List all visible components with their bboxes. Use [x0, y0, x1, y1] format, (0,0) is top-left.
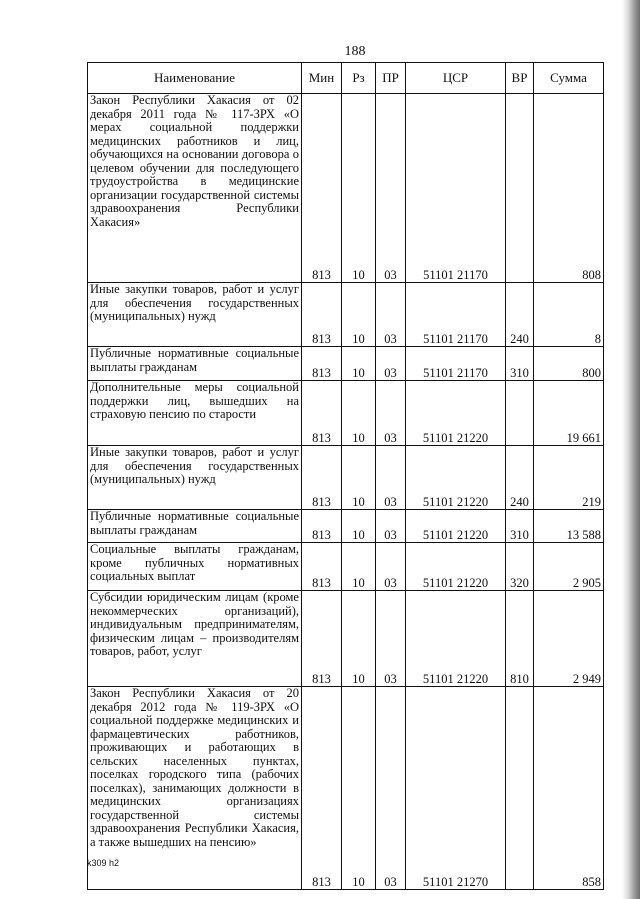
- row-sum: 19 661: [534, 381, 604, 446]
- row-rz: 10: [342, 543, 376, 591]
- row-sum: 800: [534, 347, 604, 381]
- table-row: [88, 446, 604, 510]
- row-csr: 51101 21170: [406, 94, 506, 283]
- row-min: 813: [302, 94, 342, 283]
- table-row: [88, 94, 604, 283]
- row-sum: 8: [534, 283, 604, 347]
- table-row: [88, 283, 604, 347]
- header-min: Мин: [302, 63, 342, 94]
- table-row: [88, 591, 604, 687]
- row-vr: 310: [506, 510, 534, 543]
- row-pr: 03: [376, 347, 406, 381]
- row-pr: 03: [376, 510, 406, 543]
- row-min: 813: [302, 543, 342, 591]
- row-csr: 51101 21220: [406, 446, 506, 510]
- row-sum: 13 588: [534, 510, 604, 543]
- row-pr: 03: [376, 283, 406, 347]
- row-vr: 240: [506, 446, 534, 510]
- row-pr: 03: [376, 446, 406, 510]
- page-number: 188: [344, 44, 366, 59]
- row-rz: 10: [342, 347, 376, 381]
- row-name: Публичные нормативные социальные выплаты гражданам: [88, 347, 302, 381]
- row-rz: 10: [342, 687, 376, 890]
- header-vr: ВР: [506, 63, 534, 94]
- row-sum: 858: [534, 687, 604, 890]
- row-min: 813: [302, 591, 342, 687]
- row-rz: 10: [342, 591, 376, 687]
- table-header-row: [88, 63, 604, 94]
- row-name: Иные закупки товаров, работ и услуг для обеспечения государственных (муниципальных) нужд: [88, 283, 302, 347]
- row-min: 813: [302, 283, 342, 347]
- header-pr: ПР: [376, 63, 406, 94]
- row-min: 813: [302, 687, 342, 890]
- row-vr: [506, 94, 534, 283]
- row-csr: 51101 21220: [406, 381, 506, 446]
- row-name: Дополнительные меры социальной поддержки лиц, вышедших на страховую пенсию по старости: [88, 381, 302, 446]
- row-sum: 2 905: [534, 543, 604, 591]
- row-csr: 51101 21270: [406, 687, 506, 890]
- row-name: Субсидии юридическим лицам (кроме некоммерческих организаций), индивидуальным предпринимателям, физическим лицам – производителям товаров, работ, услуг: [88, 591, 302, 687]
- row-vr: [506, 381, 534, 446]
- row-rz: 10: [342, 381, 376, 446]
- row-name: Иные закупки товаров, работ и услуг для обеспечения государственных (муниципальных) нужд: [88, 446, 302, 510]
- row-vr: 810: [506, 591, 534, 687]
- row-csr: 51101 21220: [406, 591, 506, 687]
- table-row: [88, 687, 604, 890]
- row-pr: 03: [376, 381, 406, 446]
- row-csr: 51101 21220: [406, 510, 506, 543]
- row-rz: 10: [342, 283, 376, 347]
- row-sum: 2 949: [534, 591, 604, 687]
- table-row: [88, 381, 604, 446]
- row-sum: 808: [534, 94, 604, 283]
- row-min: 813: [302, 446, 342, 510]
- footer-code: k309 h2: [87, 858, 120, 868]
- row-csr: 51101 21170: [406, 283, 506, 347]
- row-vr: 320: [506, 543, 534, 591]
- row-name: Публичные нормативные социальные выплаты гражданам: [88, 510, 302, 543]
- row-rz: 10: [342, 94, 376, 283]
- row-min: 813: [302, 347, 342, 381]
- row-name: Социальные выплаты гражданам, кроме публичных нормативных социальных выплат: [88, 543, 302, 591]
- row-pr: 03: [376, 591, 406, 687]
- header-sum: Сумма: [534, 63, 604, 94]
- header-name: Наименование: [88, 63, 302, 94]
- row-vr: 310: [506, 347, 534, 381]
- row-sum: 219: [534, 446, 604, 510]
- row-csr: 51101 21220: [406, 543, 506, 591]
- row-min: 813: [302, 381, 342, 446]
- row-pr: 03: [376, 687, 406, 890]
- table-row: [88, 543, 604, 591]
- budget-table: [87, 62, 604, 890]
- scan-edge-shadow: [622, 0, 640, 899]
- row-csr: 51101 21170: [406, 347, 506, 381]
- row-name: Закон Республики Хакасия от 20 декабря 2012 года № 119-ЗРХ «О социальной поддержке медицинских и фармацевтических работников, проживающих и работающих в сельских населенных пунктах, поселках городского типа (рабочих поселках), занимающих должности в медицинских организациях государственной системы здравоохранения Республики Хакасия, а также вышедших на пенсию»: [88, 687, 302, 890]
- row-pr: 03: [376, 94, 406, 283]
- row-rz: 10: [342, 446, 376, 510]
- row-vr: [506, 687, 534, 890]
- row-name: Закон Республики Хакасия от 02 декабря 2011 года № 117-ЗРХ «О мерах социальной поддержки медицинских работников и лиц, обучающихся на основании договора о целевом обучении для последующего трудоустройства в медицинские организации государственной системы здравоохранения Республики Хакасия»: [88, 94, 302, 283]
- row-pr: 03: [376, 543, 406, 591]
- table-row: [88, 347, 604, 381]
- row-min: 813: [302, 510, 342, 543]
- header-csr: ЦСР: [406, 63, 506, 94]
- table-row: [88, 510, 604, 543]
- header-rz: Рз: [342, 63, 376, 94]
- row-rz: 10: [342, 510, 376, 543]
- row-vr: 240: [506, 283, 534, 347]
